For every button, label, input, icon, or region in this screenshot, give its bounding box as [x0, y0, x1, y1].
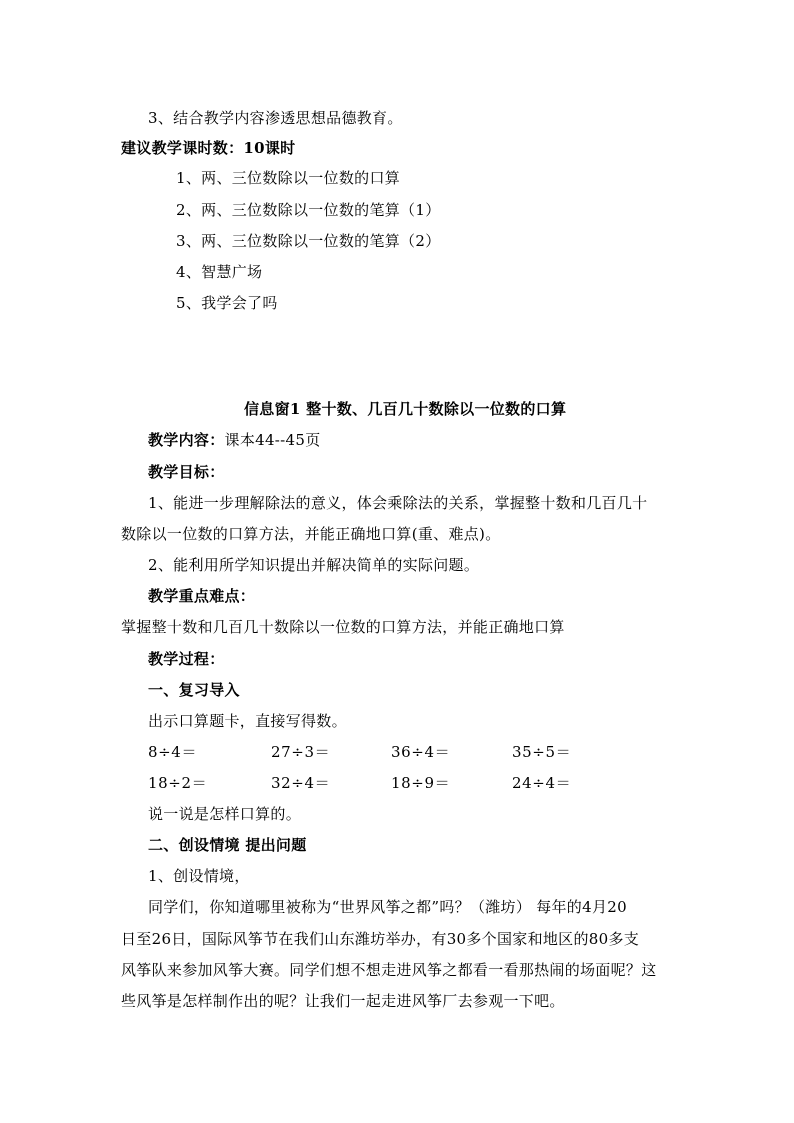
- hours-item-2: 2、两、三位数除以一位数的笔算（1）: [176, 201, 441, 219]
- paragraph-line-4: 些风筝是怎样制作出的呢？让我们一起走进风筝厂去参观一下吧。: [121, 992, 565, 1010]
- oral-row-1-item-4: 35÷5＝: [512, 743, 572, 761]
- suggested-hours-heading: 建议教学课时数：10课时: [121, 139, 296, 157]
- hours-item-4: 4、智慧广场: [176, 263, 263, 281]
- teaching-process-label: 教学过程：: [148, 650, 225, 668]
- oral-row-2-item-3: 18÷9＝: [391, 774, 451, 792]
- teaching-content: [148, 430, 321, 450]
- hours-item-5: 5、我学会了吗: [176, 294, 278, 312]
- key-points-label: 教学重点难点：: [148, 587, 256, 605]
- objective-3: 3、结合教学内容渗透思想品德教育。: [148, 109, 403, 127]
- key-points-text: 掌握整十数和几百几十数除以一位数的口算方法，并能正确地口算: [121, 618, 565, 636]
- section-title: 信息窗1 整十数、几百几十数除以一位数的口算: [244, 400, 567, 418]
- goal-2: 2、能利用所学知识提出并解决简单的实际问题。: [148, 556, 480, 574]
- oral-row-2-item-4: 24÷4＝: [512, 774, 572, 792]
- goal-1-line-2: 数除以一位数的口算方法，并能正确地口算(重、难点)。: [121, 525, 501, 543]
- oral-row-1-item-1: 8÷4＝: [148, 743, 198, 761]
- paragraph-line-3: 风筝队来参加风筝大赛。同学们想不想走进风筝之都看一看那热闹的场面呢？这: [121, 961, 657, 979]
- teaching-content-label: 教学内容：: [148, 431, 225, 449]
- step-1-intro: 出示口算题卡，直接写得数。: [148, 712, 347, 730]
- teaching-goals-label: 教学目标：: [148, 463, 225, 481]
- oral-row-2-item-2: 32÷4＝: [271, 774, 331, 792]
- scene-label: 1、创设情境，: [148, 867, 250, 885]
- oral-row-1-item-3: 36÷4＝: [391, 743, 451, 761]
- oral-row-1-item-2: 27÷3＝: [271, 743, 331, 761]
- teaching-content-value: 课本44--45页: [224, 431, 321, 449]
- paragraph-line-2: 日至26日，国际风筝节在我们山东潍坊举办，有30多个国家和地区的80多支: [121, 930, 640, 948]
- step-2-heading: 二、创设情境 提出问题: [148, 836, 307, 854]
- paragraph-line-1: 同学们，你知道哪里被称为“世界风筝之都”吗？（潍坊） 每年的4月20: [148, 898, 627, 916]
- hours-item-1: 1、两、三位数除以一位数的口算: [176, 169, 401, 187]
- oral-row-2-item-1: 18÷2＝: [148, 774, 208, 792]
- hours-item-3: 3、两、三位数除以一位数的笔算（2）: [176, 232, 441, 250]
- goal-1-line-1: 1、能进一步理解除法的意义，体会乘除法的关系，掌握整十数和几百几十: [148, 494, 648, 512]
- step-1-heading: 一、复习导入: [148, 681, 240, 699]
- step-1-outro: 说一说是怎样口算的。: [148, 805, 302, 823]
